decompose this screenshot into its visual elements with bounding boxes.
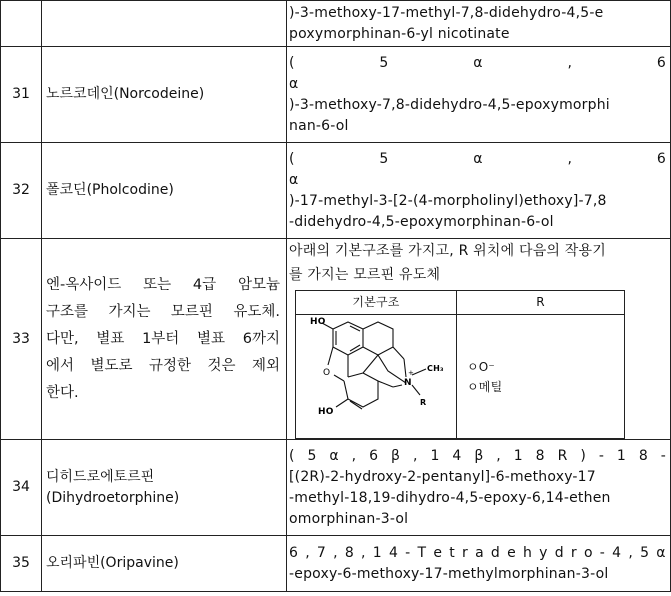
chem-char: 5 — [307, 447, 317, 464]
chem-char: - — [598, 447, 605, 464]
chem-line: omorphinan-3-ol — [289, 510, 409, 527]
chem-char: β — [391, 447, 401, 464]
name-line: 디히드로에토르핀 — [46, 468, 155, 485]
chem-char: - — [660, 447, 666, 464]
chem-char: r — [462, 544, 468, 561]
name-line: 에서 별도로 규정한 것은 제외 — [46, 357, 280, 374]
substance-name — [42, 440, 287, 536]
table-row — [1, 1, 671, 47]
chem-char: 4 — [452, 447, 462, 464]
chem-char: e — [433, 544, 443, 561]
chem-char: h — [523, 544, 533, 561]
atom-plus: + — [408, 369, 415, 377]
row-number: 34 — [1, 440, 42, 536]
chem-char: β — [474, 447, 484, 464]
chem-char: 6 — [656, 54, 666, 71]
chem-char: α — [473, 150, 483, 167]
table-row — [1, 239, 671, 440]
chem-char: ( — [289, 54, 295, 71]
row-number: 33 — [1, 239, 42, 440]
chem-spread-line — [289, 149, 666, 170]
chem-char: t — [449, 544, 455, 561]
chem-char: 5 — [640, 544, 650, 561]
chem-char: 6 — [369, 447, 379, 464]
chem-char: 8 — [638, 447, 648, 464]
chem-char: o — [583, 544, 593, 561]
chem-spread-line — [289, 543, 666, 564]
chem-char: - — [405, 544, 411, 561]
chem-char: 6 — [289, 544, 299, 561]
chemical-name — [287, 536, 671, 592]
chem-char: , — [305, 544, 310, 561]
r-value: ㅇ메틸 — [467, 379, 503, 394]
row-number: 35 — [1, 536, 42, 592]
chem-char: 8 — [535, 447, 545, 464]
atom-ch3: CH₃ — [427, 364, 444, 373]
chem-char: y — [539, 544, 548, 561]
chem-char: a — [475, 544, 484, 561]
chem-line: -didehydro-4,5-epoxymorphinan-6-ol — [289, 213, 554, 230]
chem-char: 7 — [316, 544, 327, 561]
row-number: 31 — [1, 47, 42, 143]
chem-char: 1 — [513, 447, 523, 464]
table-row — [1, 536, 671, 592]
desc-line: 를 가지는 모르핀 유도체 — [289, 267, 441, 283]
chem-char: 1 — [372, 544, 382, 561]
chem-char: , — [351, 447, 357, 464]
chem-spread-line — [289, 446, 666, 467]
chem-line: poxymorphinan-6-yl nicotinate — [289, 25, 510, 42]
atom-o: O — [323, 368, 331, 378]
chem-char: 1 — [430, 447, 440, 464]
table-row — [1, 143, 671, 239]
chem-char: 6 — [656, 150, 666, 167]
chem-char: e — [507, 544, 516, 561]
chem-char: R — [557, 447, 568, 464]
chem-char: d — [554, 544, 564, 561]
chem-char: , — [361, 544, 366, 561]
r-header: R — [457, 291, 625, 315]
chem-spread-line — [289, 53, 666, 74]
chemical-name — [287, 47, 671, 143]
chem-char: , — [628, 544, 633, 561]
chem-line: α — [289, 171, 299, 188]
chem-line: )-3-methoxy-7,8-didehydro-4,5-epoxymorphi — [289, 96, 610, 113]
table-row — [1, 440, 671, 536]
atom-ho-bottom: HO — [318, 407, 334, 417]
chem-line: [(2R)-2-hydroxy-2-pentanyl]-6-methoxy-17 — [289, 468, 596, 485]
atom-ho-top: HO — [310, 317, 326, 327]
chem-char: ( — [289, 447, 295, 464]
name-line: 엔-옥사이드 또는 4급 암모늄 — [46, 276, 280, 293]
atom-r: R — [420, 398, 427, 407]
chem-char: 5 — [379, 150, 389, 167]
chem-char: α — [473, 54, 483, 71]
chem-char: 4 — [388, 544, 399, 561]
name-line: 구조를 가지는 모르핀 유도체. — [46, 303, 280, 320]
chemical-name — [287, 143, 671, 239]
chem-line: nan-6-ol — [289, 117, 349, 134]
chem-char: 4 — [612, 544, 622, 561]
chemical-name — [287, 440, 671, 536]
name-line: 한다. — [46, 384, 79, 401]
chem-line: )-17-methyl-3-[2-(4-morpholinyl)ethoxy]-7,8 — [289, 192, 607, 209]
structure-table — [295, 290, 625, 439]
chem-char: r — [570, 544, 577, 561]
chem-char: 5 — [379, 54, 389, 71]
chem-line: -epoxy-6-methoxy-17-methylmorphinan-3-ol — [289, 565, 609, 582]
name-line: 다만, 별표 1부터 별표 6까지 — [46, 330, 280, 347]
structure-cell — [287, 239, 671, 440]
chem-char: ( — [289, 150, 295, 167]
substance-name — [42, 1, 287, 47]
structure-header: 기본구조 — [296, 291, 457, 315]
structure-drawing-cell — [296, 315, 457, 439]
chemical-name — [287, 1, 671, 47]
chem-char: , — [333, 544, 338, 561]
table-row — [1, 47, 671, 143]
substance-name: 노르코데인(Norcodeine) — [42, 47, 287, 143]
chem-char: α — [329, 447, 339, 464]
chem-char: T — [417, 544, 427, 561]
substance-name — [42, 239, 287, 440]
chem-line: α — [289, 75, 299, 92]
chem-line: -methyl-18,19-dihydro-4,5-epoxy-6,14-ethen — [289, 489, 611, 506]
desc-line: 아래의 기본구조를 가지고, R 위치에 다음의 작용기 — [289, 243, 606, 259]
chem-char: d — [490, 544, 501, 561]
row-number — [1, 1, 42, 47]
substance-name: 오리파빈(Oripavine) — [42, 536, 287, 592]
chem-char: , — [496, 447, 501, 464]
chem-char: , — [413, 447, 418, 464]
chem-char: ) — [580, 447, 586, 464]
chem-char: 8 — [344, 544, 354, 561]
chem-char: α — [656, 544, 666, 561]
chem-char: 1 — [616, 447, 626, 464]
chem-char: , — [567, 150, 573, 167]
row-number: 32 — [1, 143, 42, 239]
name-line: (Dihydroetorphine) — [46, 489, 180, 506]
r-value: ㅇO⁻ — [467, 359, 495, 374]
chem-char: - — [599, 544, 606, 561]
substance-name: 폴코딘(Pholcodine) — [42, 143, 287, 239]
chem-line: )-3-methoxy-17-methyl-7,8-didehydro-4,5-e — [289, 4, 604, 21]
morphine-structure-diagram — [296, 315, 454, 433]
r-values-cell — [457, 315, 625, 439]
chem-char: , — [567, 54, 573, 71]
atom-n: N — [404, 378, 412, 388]
